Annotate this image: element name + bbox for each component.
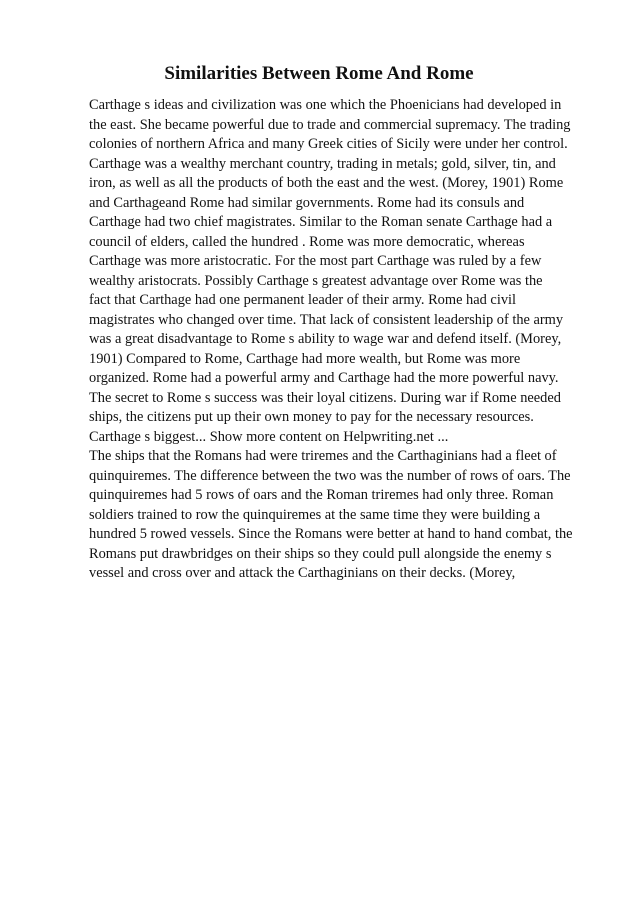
body-line: ships, the citizens put up their own money to pay for the necessary resources. xyxy=(89,409,534,425)
body-line: the east. She became powerful due to trade and commercial supremacy. The trading xyxy=(89,116,571,133)
body-line: and Carthageand Rome had similar governments. Rome had its consuls and xyxy=(89,194,525,211)
body-line: colonies of northern Africa and many Greek cities of Sicily were under her control. xyxy=(89,136,568,152)
body-line: magistrates who changed over time. That lack of consistent leadership of the army xyxy=(89,311,564,328)
body-line: council of elders, called the hundred . Rome was more democratic, whereas xyxy=(89,233,525,250)
body-line: Carthage was more aristocratic. For the most part Carthage was ruled by a few xyxy=(89,253,542,269)
body-line: Carthage s ideas and civilization was one which the Phoenicians had developed in xyxy=(89,97,562,113)
body-line: The ships that the Romans had were triremes and the Carthaginians had a fleet of xyxy=(89,448,557,464)
body-line: organized. Rome had a powerful army and Carthage had the more powerful navy. xyxy=(89,370,559,386)
body-line: wealthy aristocrats. Possibly Carthage s greatest advantage over Rome was the xyxy=(89,272,543,289)
body-line: Carthage was a wealthy merchant country, trading in metals; gold, silver, tin, and xyxy=(89,155,556,172)
body-line: Romans put drawbridges on their ships so they could pull alongside the enemy s xyxy=(89,545,552,562)
body-line: fact that Carthage had one permanent leader of their army. Rome had civil xyxy=(89,292,517,308)
body-line: vessel and cross over and attack the Carthaginians on their decks. (Morey, xyxy=(89,565,516,581)
body-line: soldiers trained to row the quinquiremes at the same time they were building a xyxy=(89,506,541,523)
body-line: Carthage s biggest... Show more content on Helpwriting.net ... xyxy=(89,428,449,445)
body-line: The secret to Rome s success was their loyal citizens. During war if Rome needed xyxy=(89,389,561,406)
document-title: Similarities Between Rome And Rome xyxy=(164,63,474,84)
document-body xyxy=(89,96,589,584)
body-line: iron, as well as all the products of both the east and the west. (Morey, 1901) Rome xyxy=(89,175,564,191)
body-line: quinquiremes had 5 rows of oars and the Roman triremes had only three. Roman xyxy=(89,487,554,503)
body-line: quinquiremes. The difference between the two was the number of rows of oars. The xyxy=(89,467,571,484)
body-line: hundred 5 rowed vessels. Since the Romans were better at hand to hand combat, the xyxy=(89,526,573,542)
body-line: Carthage had two chief magistrates. Similar to the Roman senate Carthage had a xyxy=(89,214,553,230)
body-line: was a great disadvantage to Rome s ability to wage war and defend itself. (Morey, xyxy=(89,331,562,347)
body-line: 1901) Compared to Rome, Carthage had more wealth, but Rome was more xyxy=(89,350,521,367)
